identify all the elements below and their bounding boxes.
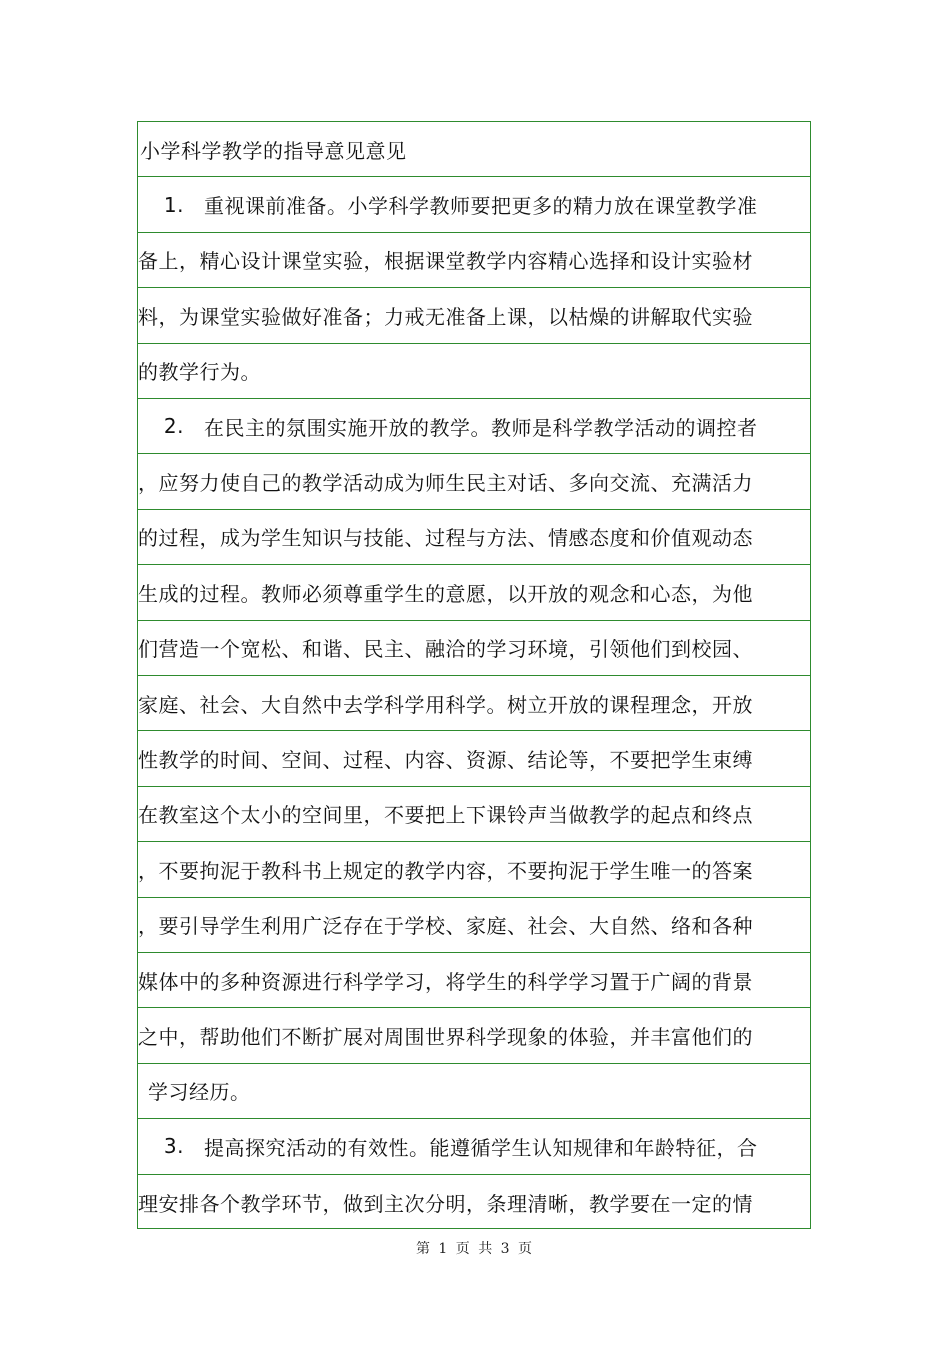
paragraph-line (138, 344, 810, 399)
paragraph-text: 理安排各个教学环节，做到主次分明，条理清晰，教学要在一定的情 (138, 1191, 753, 1216)
list-number: 3. (163, 1134, 184, 1159)
paragraph-text: 们营造一个宽松、和谐、民主、融洽的学习环境，引领他们到校园、 (138, 637, 753, 662)
list-number: 1. (163, 192, 184, 217)
document-title: 小学科学教学的指导意见意见 (140, 138, 407, 163)
paragraph-line (138, 842, 810, 897)
paragraph-text: ，不要拘泥于教科书上规定的教学内容，不要拘泥于学生唯一的答案 (138, 858, 753, 883)
paragraph-line (138, 454, 810, 509)
paragraph-text: 在民主的氛围实施开放的教学。教师是科学教学活动的调控者 (204, 415, 758, 440)
paragraph-text: 学习经历。 (148, 1080, 251, 1105)
paragraph-line (138, 621, 810, 676)
paragraph-line (138, 1008, 810, 1063)
paragraph-line (138, 676, 810, 731)
paragraph-text: 之中，帮助他们不断扩展对周围世界科学现象的体验，并丰富他们的 (138, 1025, 753, 1050)
paragraph-text: 的教学行为。 (138, 360, 261, 385)
paragraph-text: 的过程，成为学生知识与技能、过程与方法、情感态度和价值观动态 (138, 526, 753, 551)
paragraph-text: 料，为课堂实验做好准备；力戒无准备上课，以枯燥的讲解取代实验 (138, 304, 753, 329)
paragraph-text: 媒体中的多种资源进行科学学习，将学生的科学学习置于广阔的背景 (138, 969, 753, 994)
paragraph-text: 在教室这个太小的空间里，不要把上下课铃声当做教学的起点和终点 (138, 803, 753, 828)
paragraph-line (138, 1175, 810, 1230)
paragraph-text: 家庭、社会、大自然中去学科学用科学。树立开放的课程理念，开放 (138, 692, 753, 717)
paragraph-text: 提高探究活动的有效性。能遵循学生认知规律和年龄特征，合 (204, 1135, 758, 1160)
paragraph-line (138, 565, 810, 620)
paragraph-text: 重视课前准备。小学科学教师要把更多的精力放在课堂教学准 (204, 194, 758, 219)
paragraph-text: ，应努力使自己的教学活动成为师生民主对话、多向交流、充满活力 (138, 471, 753, 496)
paragraph-line (138, 510, 810, 565)
paragraph-line (138, 1119, 810, 1174)
paragraph-text: ，要引导学生利用广泛存在于学校、家庭、社会、大自然、络和各种 (138, 914, 753, 939)
paragraph-line (138, 399, 810, 454)
paragraph-line (138, 953, 810, 1008)
paragraph-text: 性教学的时间、空间、过程、内容、资源、结论等，不要把学生束缚 (138, 748, 753, 773)
paragraph-line (138, 898, 810, 953)
paragraph-line (138, 177, 810, 232)
list-number: 2. (163, 414, 184, 439)
paragraph-line (138, 233, 810, 288)
paragraph-text: 生成的过程。教师必须尊重学生的意愿，以开放的观念和心态，为他 (138, 581, 753, 606)
document-frame (137, 121, 811, 1229)
paragraph-text: 备上，精心设计课堂实验，根据课堂教学内容精心选择和设计实验材 (138, 249, 753, 274)
paragraph-line (138, 731, 810, 786)
document-title-row (138, 122, 810, 177)
paragraph-line (138, 787, 810, 842)
paragraph-line (138, 1064, 810, 1119)
paragraph-line (138, 288, 810, 343)
page-footer: 第 1 页 共 3 页 (415, 1241, 535, 1257)
